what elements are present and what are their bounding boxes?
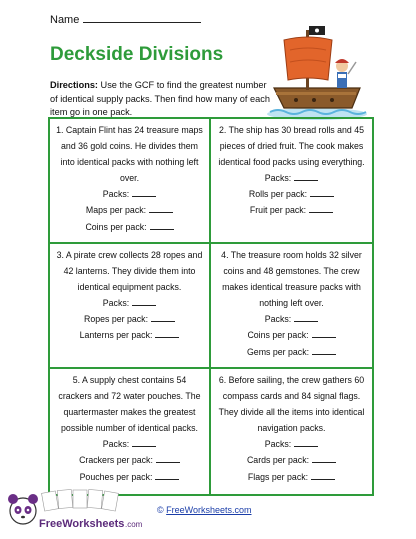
answer-label: Maps per pack:: [85, 205, 147, 216]
answer-row: [56, 202, 203, 218]
answer-label: Rolls per pack:: [248, 189, 308, 200]
answer-label: Coins per pack:: [85, 221, 147, 232]
problem-2-prompt: 2. The ship has 30 bread rolls and 45 pieces of dried fruit. The cook makes identical food packs using everything.: [218, 125, 365, 168]
answer-label: Packs:: [264, 173, 292, 184]
copyright-symbol: ©: [157, 505, 164, 515]
answer-row: [56, 436, 203, 452]
answer-label: Crackers per pack:: [79, 455, 153, 466]
answer-row: [56, 295, 203, 311]
answer-label: Cards per pack:: [246, 455, 310, 466]
directions-label: Directions:: [50, 80, 98, 90]
logo-text: FreeWorksheets: [39, 518, 125, 530]
answer-row: [56, 219, 203, 235]
problem-3: [50, 244, 211, 369]
name-label: Name: [50, 14, 80, 26]
answer-label: Packs:: [102, 189, 130, 200]
answer-row: [56, 452, 203, 468]
pirate-ship-illustration: [262, 22, 372, 122]
problem-6-prompt: 6. Before sailing, the crew gathers 60 compass cards and 84 signal flags. They divide all the items into identical navigation packs.: [218, 375, 365, 434]
answer-blank[interactable]: [311, 471, 335, 480]
answer-blank[interactable]: [312, 454, 336, 463]
answer-label: Gems per pack:: [246, 346, 310, 357]
answer-row: [217, 170, 366, 186]
answer-row: [56, 311, 203, 327]
copyright-text: FreeWorksheets.com: [166, 505, 252, 515]
answer-blank[interactable]: [132, 297, 156, 306]
answer-blank[interactable]: [312, 329, 336, 338]
answer-blank[interactable]: [150, 221, 174, 230]
answer-label: Pouches per pack:: [79, 471, 153, 482]
problem-2: [211, 119, 372, 244]
answer-blank[interactable]: [294, 172, 318, 181]
answer-row: [217, 436, 366, 452]
answer-label: Packs:: [102, 439, 130, 450]
answer-label: Packs:: [264, 314, 292, 325]
answer-row: [217, 311, 366, 327]
answer-blank[interactable]: [294, 438, 318, 447]
answer-row: [217, 186, 366, 202]
answer-blank[interactable]: [156, 454, 180, 463]
problem-1: [50, 119, 211, 244]
answer-blank[interactable]: [132, 438, 156, 447]
answer-blank[interactable]: [149, 204, 173, 213]
problem-5-prompt: 5. A supply chest contains 54 crackers and 72 water pouches. The quartermaster makes the greatest possible number of identical packs.: [58, 375, 201, 434]
answer-blank[interactable]: [155, 471, 179, 480]
answer-blank[interactable]: [309, 204, 333, 213]
answer-label: Flags per pack:: [247, 471, 309, 482]
answer-row: [217, 202, 366, 218]
answer-row: [217, 327, 366, 343]
answer-label: Ropes per pack:: [83, 314, 149, 325]
name-field[interactable]: [50, 13, 201, 26]
directions: [50, 79, 276, 120]
page-title: Deckside Divisions: [50, 44, 224, 65]
problem-1-prompt: 1. Captain Flint has 24 treasure maps and 36 gold coins. He divides them into identical packs with nothing left over.: [56, 125, 203, 184]
answer-row: [56, 186, 203, 202]
copyright-link[interactable]: [157, 505, 252, 515]
answer-label: Coins per pack:: [247, 330, 309, 341]
problem-4-prompt: 4. The treasure room holds 32 silver coins and 48 gemstones. The crew makes identical treasure packs with nothing left over.: [221, 250, 362, 309]
problem-3-prompt: 3. A pirate crew collects 28 ropes and 42 lanterns. They divide them into identical equipment packs.: [56, 250, 203, 293]
answer-blank[interactable]: [312, 346, 336, 355]
freeworksheets-logo: [3, 487, 153, 537]
answer-row: [56, 327, 203, 343]
answer-label: Lanterns per pack:: [79, 330, 153, 341]
problem-4: [211, 244, 372, 369]
answer-row: [217, 344, 366, 360]
answer-blank[interactable]: [132, 188, 156, 197]
answer-row: [56, 469, 203, 485]
name-blank[interactable]: [83, 13, 201, 23]
answer-label: Packs:: [102, 298, 130, 309]
directions-text: Use the GCF to find the greatest number of identical supply packs. Then find how many of each item go in one pack.: [50, 80, 270, 118]
answer-row: [217, 452, 366, 468]
answer-label: Fruit per pack:: [249, 205, 307, 216]
problem-5: [50, 369, 211, 494]
logo-suffix: .com: [125, 520, 143, 529]
answer-blank[interactable]: [294, 313, 318, 322]
answer-row: [217, 469, 366, 485]
answer-label: Packs:: [264, 439, 292, 450]
answer-blank[interactable]: [310, 188, 334, 197]
answer-blank[interactable]: [151, 313, 175, 322]
answer-blank[interactable]: [155, 329, 179, 338]
problem-grid: [48, 117, 374, 496]
problem-6: [211, 369, 372, 494]
